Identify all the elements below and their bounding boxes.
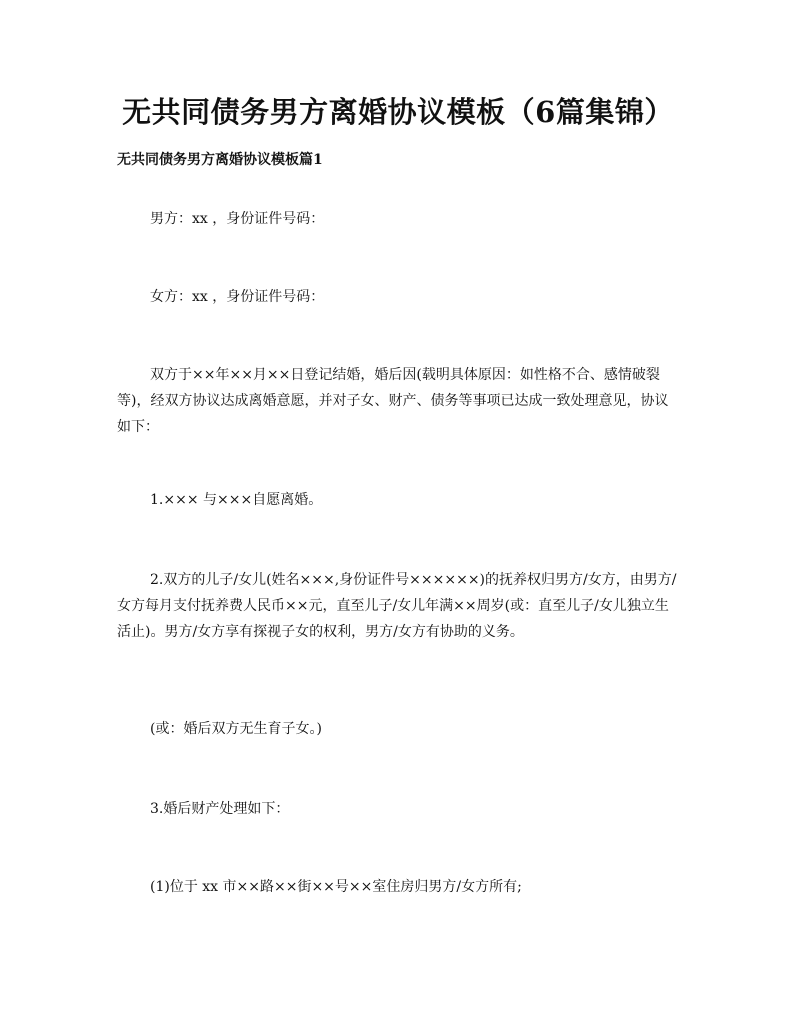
paragraph-clause-2: 2.双方的儿子/女儿(姓名×××,身份证件号××××××)的抚养权归男方/女方，由男方/女方每月支付抚养费人民币××元，直至儿子/女儿年满××周岁(或：直至儿子/女儿独立生活止)。男方/女方享有探视子女的权利，男方/女方有协助的义务。 bbox=[117, 572, 677, 640]
paragraph-agreement-intro: 双方于××年××月××日登记结婚，婚后因(载明具体原因：如性格不合、感情破裂等)，经双方协议达成离婚意愿，并对子女、财产、债务等事项已达成一致处理意见，协议如下： bbox=[117, 367, 669, 435]
paragraph-female-party: 女方：xx ，身份证件号码： bbox=[150, 289, 325, 305]
paragraph-no-children: (或：婚后双方无生育子女。) bbox=[150, 721, 322, 737]
paragraph-male-party: 男方：xx ，身份证件号码： bbox=[150, 211, 325, 227]
section-heading: 无共同债务男方离婚协议模板篇1 bbox=[117, 152, 323, 168]
paragraph-clause-3: 3.婚后财产处理如下： bbox=[150, 801, 290, 817]
document-title: 无共同债务男方离婚协议模板（6篇集锦） bbox=[122, 95, 674, 129]
paragraph-clause-1: 1.××× 与×××自愿离婚。 bbox=[150, 492, 323, 508]
paragraph-clause-3-1: (1)位于 xx 市××路××街××号××室住房归男方/女方所有; bbox=[150, 879, 522, 895]
